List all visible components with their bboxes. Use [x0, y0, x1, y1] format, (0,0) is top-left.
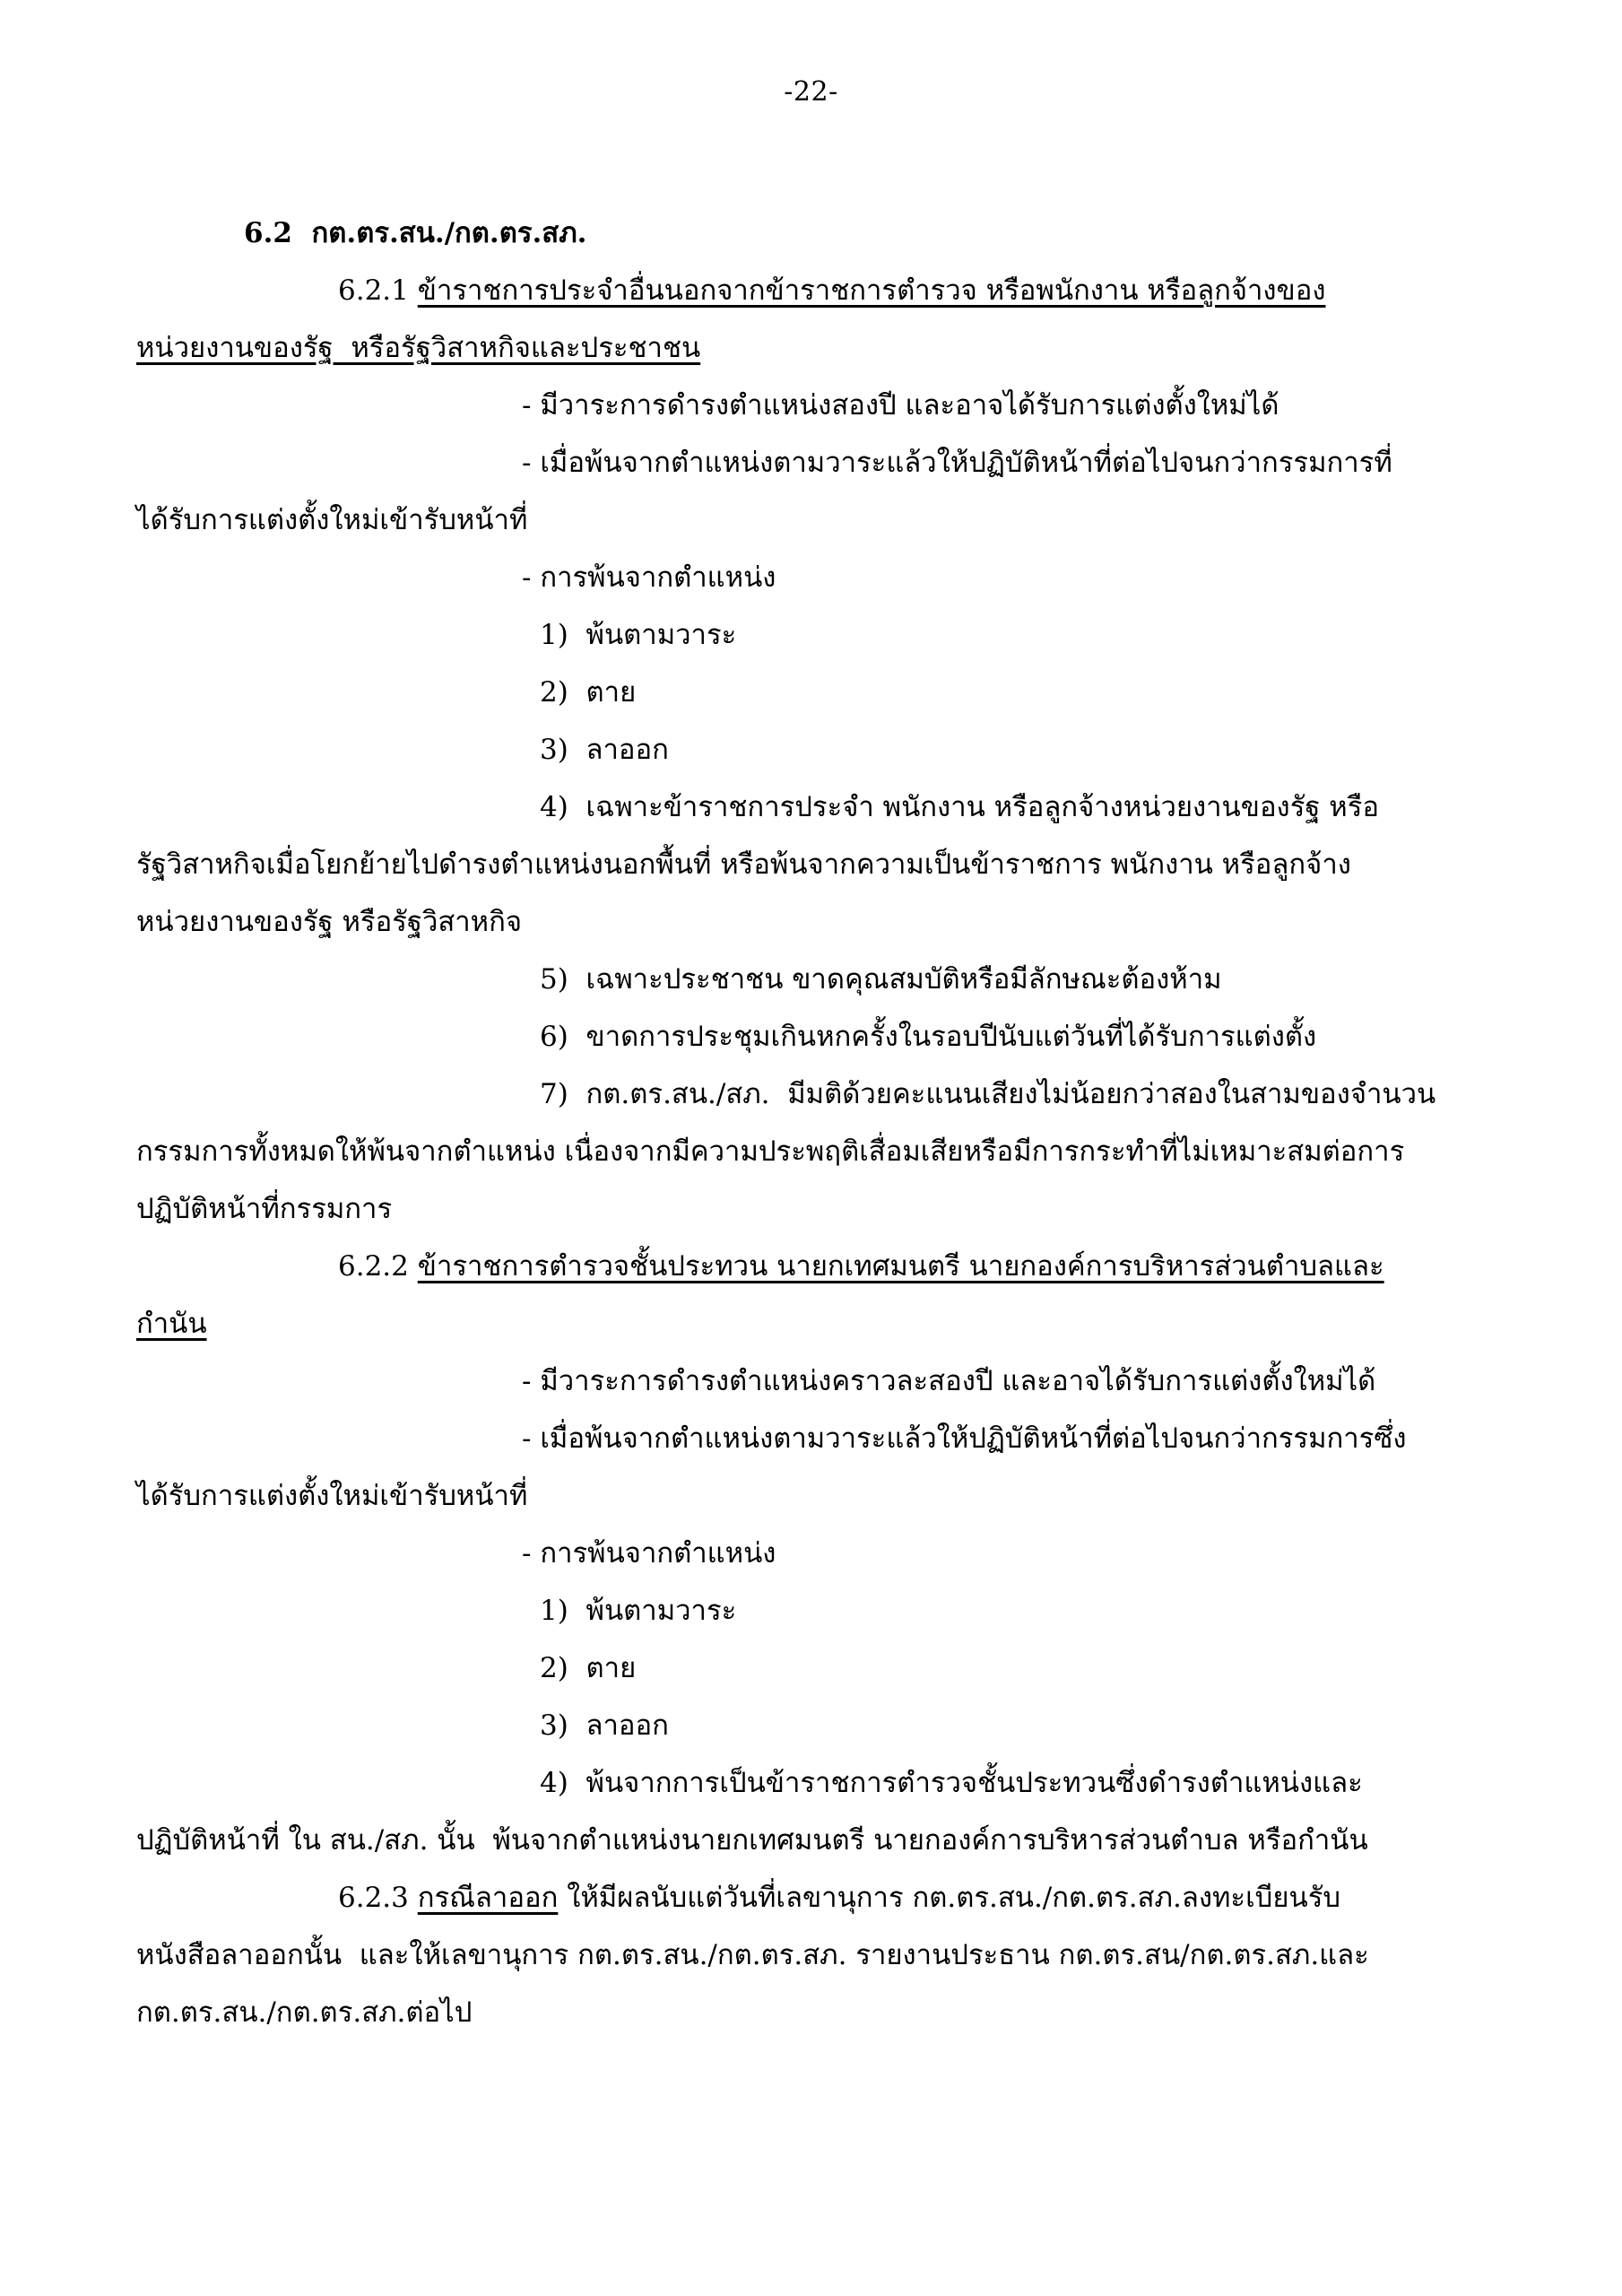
s621-dash-item-1: - มีวาระการดำรงตำแหน่งสองปี และอาจได้รับการแต่งตั้งใหม่ได้: [522, 389, 1279, 422]
s621-list-item-7-cont-2: ปฏิบัติหน้าที่กรรมการ: [136, 1193, 393, 1225]
subsection-6-2-2-title-text: ข้าราชการตำรวจชั้นประทวน นายกเทศมนตรี นายกองค์การบริหารส่วนตำบลและ: [417, 1250, 1384, 1283]
subsection-6-2-3-label: 6.2.3: [338, 1882, 409, 1914]
document-body: [136, 204, 1436, 2041]
s622-list-item-2: 2) ตาย: [540, 1652, 637, 1684]
s621-list-item-4: 4) เฉพาะข้าราชการประจำ พนักงาน หรือลูกจ้างหน่วยงานของรัฐ หรือ: [540, 791, 1380, 823]
subsection-6-2-3-line1: [244, 1869, 1436, 1926]
subsection-6-2-1-title-text-2: หน่วยงานของรัฐ หรือรัฐวิสาหกิจและประชาชน: [136, 332, 701, 364]
s621-list-item-7-cont-1: กรรมการทั้งหมดให้พ้นจากตำแหน่ง เนื่องจากมีความประพฤติเสื่อมเสียหรือมีการกระทำที่ไม่เหมาะสมต่อการ: [136, 1135, 1405, 1168]
subsection-6-2-2-title-line1: [244, 1238, 1436, 1295]
s622-dash-item-2: - เมื่อพ้นจากตำแหน่งตามวาระแล้วให้ปฏิบัติหน้าที่ต่อไปจนกว่ากรรมการซึ่ง: [522, 1422, 1407, 1455]
s622-list-item-3: 3) ลาออก: [540, 1709, 669, 1742]
subsection-6-2-1-label: 6.2.1: [338, 274, 409, 307]
subsection-6-2-2-label: 6.2.2: [338, 1250, 409, 1283]
subsection-6-2-3-cont-1: หนังสือลาออกนั้น และให้เลขานุการ กต.ตร.สน./กต.ตร.สภ. รายงานประธาน กต.ตร.สน/กต.ตร.สภ.และ: [136, 1939, 1369, 1971]
s622-dash-item-3: - การพ้นจากตำแหน่ง: [522, 1537, 776, 1570]
s622-dash-item-2-cont: ได้รับการแต่งตั้งใหม่เข้ารับหน้าที่: [136, 1480, 528, 1512]
subsection-6-2-3-cont-2: กต.ตร.สน./กต.ตร.สภ.ต่อไป: [136, 1996, 473, 2029]
s621-list-item-1: 1) พ้นตามวาระ: [540, 619, 737, 651]
subsection-6-2-1-title-line1: [244, 262, 1436, 319]
page-number: -22-: [784, 76, 838, 108]
s622-list-item-4-cont: ปฏิบัติหน้าที่ ใน สน./สภ. นั้น พ้นจากตำแหน่งนายกเทศมนตรี นายกองค์การบริหารส่วนตำบล หรือกำนัน: [136, 1824, 1368, 1857]
s621-list-item-4-cont-1: รัฐวิสาหกิจเมื่อโยกย้ายไปดำรงตำแหน่งนอกพื้นที่ หรือพ้นจากความเป็นข้าราชการ พนักงาน หรือลูกจ้าง: [136, 848, 1351, 881]
s621-dash-item-3: - การพ้นจากตำแหน่ง: [522, 561, 776, 594]
subsection-6-2-1-title-text: ข้าราชการประจำอื่นนอกจากข้าราชการตำรวจ หรือพนักงาน หรือลูกจ้างของ: [417, 274, 1326, 307]
s621-list-item-6: 6) ขาดการประชุมเกินหกครั้งในรอบปีนับแต่วันที่ได้รับการแต่งตั้ง: [540, 1021, 1317, 1053]
subsection-6-2-1-title-line2: [136, 319, 1436, 377]
s621-list-item-4-cont-2: หน่วยงานของรัฐ หรือรัฐวิสาหกิจ: [136, 906, 523, 938]
subsection-6-2-2-title-text-2: กำนัน: [136, 1308, 207, 1340]
subsection-6-2-3-title-text: กรณีลาออก: [417, 1882, 559, 1914]
s621-list-item-7: 7) กต.ตร.สน./สภ. มีมติด้วยคะแนนเสียงไม่น้อยกว่าสองในสามของจำนวน: [540, 1078, 1436, 1110]
s622-dash-item-1: - มีวาระการดำรงตำแหน่งคราวละสองปี และอาจได้รับการแต่งตั้งใหม่ได้: [522, 1365, 1376, 1397]
section-heading-6-2: 6.2 กต.ตร.สน./กต.ตร.สภ.: [244, 217, 587, 249]
s621-list-item-5: 5) เฉพาะประชาชน ขาดคุณสมบัติหรือมีลักษณะต้องห้าม: [540, 963, 1222, 996]
subsection-6-2-3-rest: ให้มีผลนับแต่วันที่เลขานุการ กต.ตร.สน./กต.ตร.สภ.ลงทะเบียนรับ: [558, 1882, 1341, 1914]
s621-dash-item-2: - เมื่อพ้นจากตำแหน่งตามวาระแล้วให้ปฏิบัติหน้าที่ต่อไปจนกว่ากรรมการที่: [522, 447, 1392, 479]
s621-list-item-3: 3) ลาออก: [540, 734, 669, 766]
s621-list-item-2: 2) ตาย: [540, 676, 637, 709]
subsection-6-2-2-title-line2: [136, 1295, 1436, 1352]
s621-dash-item-2-cont: ได้รับการแต่งตั้งใหม่เข้ารับหน้าที่: [136, 504, 528, 536]
s622-list-item-1: 1) พ้นตามวาระ: [540, 1595, 737, 1627]
s622-list-item-4: 4) พ้นจากการเป็นข้าราชการตำรวจชั้นประทวนซึ่งดำรงตำแหน่งและ: [540, 1767, 1363, 1799]
